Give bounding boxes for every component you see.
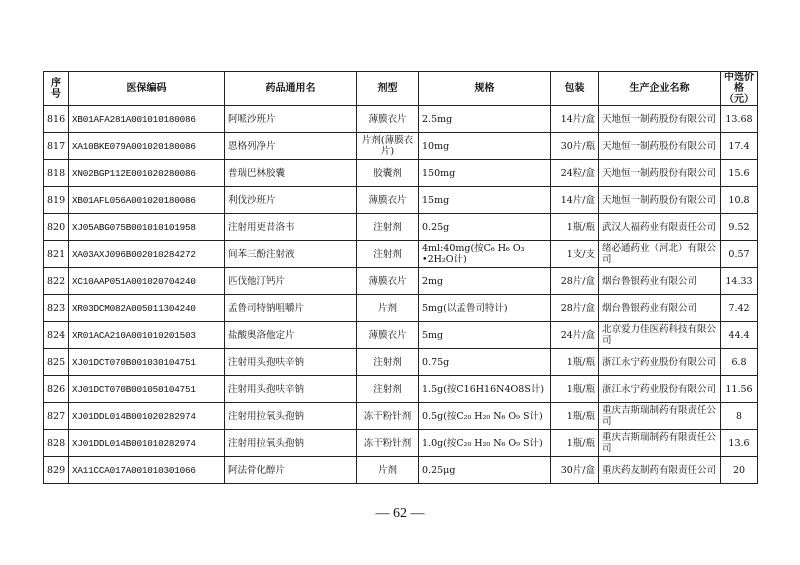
table-row xyxy=(44,106,758,133)
cell-price: 6.8 xyxy=(721,349,758,376)
cell-price: 20 xyxy=(721,457,758,484)
table-row xyxy=(44,268,758,295)
cell-form: 冻干粉针剂 xyxy=(357,430,419,457)
cell-maker: 天地恒一制药股份有限公司 xyxy=(599,187,721,214)
header-code: 医保编码 xyxy=(69,72,225,106)
cell-seq: 827 xyxy=(44,403,69,430)
header-maker: 生产企业名称 xyxy=(599,72,721,106)
cell-maker: 天地恒一制药股份有限公司 xyxy=(599,106,721,133)
cell-seq: 829 xyxy=(44,457,69,484)
cell-form: 注射剂 xyxy=(357,241,419,268)
cell-name: 注射用头孢呋辛钠 xyxy=(225,349,357,376)
cell-code: XN02BGP112E001020280086 xyxy=(69,160,225,187)
cell-price: 44.4 xyxy=(721,322,758,349)
cell-name: 注射用拉氧头孢钠 xyxy=(225,430,357,457)
table-row xyxy=(44,295,758,322)
cell-form: 冻干粉针剂 xyxy=(357,403,419,430)
cell-spec: 2mg xyxy=(419,268,551,295)
cell-maker: 浙江永宁药业股份有限公司 xyxy=(599,376,721,403)
cell-code: XJ01DCT070B001030104751 xyxy=(69,349,225,376)
cell-form: 注射剂 xyxy=(357,349,419,376)
cell-form: 薄膜衣片 xyxy=(357,106,419,133)
cell-maker: 烟台鲁银药业有限公司 xyxy=(599,295,721,322)
header-form: 剂型 xyxy=(357,72,419,106)
header-row xyxy=(44,72,758,106)
cell-spec: 0.25g xyxy=(419,214,551,241)
cell-seq: 816 xyxy=(44,106,69,133)
cell-name: 阿哌沙班片 xyxy=(225,106,357,133)
cell-name: 注射用拉氧头孢钠 xyxy=(225,403,357,430)
cell-form: 注射剂 xyxy=(357,214,419,241)
header-pack: 包装 xyxy=(551,72,599,106)
cell-price: 14.33 xyxy=(721,268,758,295)
header-seq: 序号 xyxy=(44,72,69,106)
cell-maker: 天地恒一制药股份有限公司 xyxy=(599,160,721,187)
cell-form: 薄膜衣片 xyxy=(357,322,419,349)
cell-code: XJ01DDL014B001010282974 xyxy=(69,430,225,457)
cell-form: 胶囊剂 xyxy=(357,160,419,187)
cell-pack: 14片/盒 xyxy=(551,106,599,133)
cell-price: 9.52 xyxy=(721,214,758,241)
table-row xyxy=(44,349,758,376)
cell-name: 间苯三酚注射液 xyxy=(225,241,357,268)
cell-maker: 烟台鲁银药业有限公司 xyxy=(599,268,721,295)
cell-pack: 30片/盒 xyxy=(551,457,599,484)
cell-spec: 150mg xyxy=(419,160,551,187)
cell-spec: 15mg xyxy=(419,187,551,214)
cell-code: XB01AFA281A001010180086 xyxy=(69,106,225,133)
cell-code: XA03AXJ096B002010284272 xyxy=(69,241,225,268)
table-row xyxy=(44,457,758,484)
cell-price: 13.68 xyxy=(721,106,758,133)
cell-maker: 天地恒一制药股份有限公司 xyxy=(599,133,721,160)
cell-form: 片剂(薄膜衣片) xyxy=(357,133,419,160)
cell-seq: 823 xyxy=(44,295,69,322)
cell-name: 普瑞巴林胶囊 xyxy=(225,160,357,187)
cell-pack: 24粒/盒 xyxy=(551,160,599,187)
cell-code: XA10BKE079A001020180086 xyxy=(69,133,225,160)
table-row xyxy=(44,403,758,430)
cell-code: XR01ACA210A001010201503 xyxy=(69,322,225,349)
cell-seq: 825 xyxy=(44,349,69,376)
cell-name: 匹伐他汀钙片 xyxy=(225,268,357,295)
cell-pack: 1支/支 xyxy=(551,241,599,268)
cell-name: 恩格列净片 xyxy=(225,133,357,160)
cell-price: 8 xyxy=(721,403,758,430)
cell-name: 阿法骨化醇片 xyxy=(225,457,357,484)
cell-spec: 1.5g(按C16H16N4O8S计) xyxy=(419,376,551,403)
table-body xyxy=(44,106,758,484)
cell-name: 利伐沙班片 xyxy=(225,187,357,214)
cell-seq: 822 xyxy=(44,268,69,295)
cell-pack: 28片/盒 xyxy=(551,295,599,322)
cell-code: XC10AAP051A001020704240 xyxy=(69,268,225,295)
cell-seq: 828 xyxy=(44,430,69,457)
cell-name: 注射用头孢呋辛钠 xyxy=(225,376,357,403)
cell-spec: 2.5mg xyxy=(419,106,551,133)
table-row xyxy=(44,376,758,403)
cell-price: 13.6 xyxy=(721,430,758,457)
cell-maker: 武汉人福药业有限责任公司 xyxy=(599,214,721,241)
cell-price: 17.4 xyxy=(721,133,758,160)
table-row xyxy=(44,214,758,241)
cell-code: XB01AFL056A001020180086 xyxy=(69,187,225,214)
cell-price: 7.42 xyxy=(721,295,758,322)
cell-pack: 1瓶/瓶 xyxy=(551,214,599,241)
table-row xyxy=(44,187,758,214)
cell-code: XR03DCM082A005011304240 xyxy=(69,295,225,322)
page-number: — 62 — xyxy=(375,506,425,521)
cell-name: 孟鲁司特钠咀嚼片 xyxy=(225,295,357,322)
cell-form: 薄膜衣片 xyxy=(357,268,419,295)
cell-seq: 820 xyxy=(44,214,69,241)
cell-price: 15.6 xyxy=(721,160,758,187)
cell-spec: 0.25μg xyxy=(419,457,551,484)
header-name: 药品通用名 xyxy=(225,72,357,106)
cell-spec: 5mg(以孟鲁司特计) xyxy=(419,295,551,322)
cell-maker: 重庆药友制药有限责任公司 xyxy=(599,457,721,484)
cell-pack: 24片/盒 xyxy=(551,322,599,349)
cell-maker: 重庆吉斯瑞制药有限责任公司 xyxy=(599,403,721,430)
table-row xyxy=(44,241,758,268)
cell-maker: 北京爱力佳医药科技有限公司 xyxy=(599,322,721,349)
cell-price: 11.56 xyxy=(721,376,758,403)
cell-spec: 4ml:40mg(按C₆ H₆ O₃ •2H₂O计) xyxy=(419,241,551,268)
cell-spec: 5mg xyxy=(419,322,551,349)
cell-pack: 28片/盒 xyxy=(551,268,599,295)
cell-code: XA11CCA017A001010301066 xyxy=(69,457,225,484)
cell-code: XJ01DDL014B001020282974 xyxy=(69,403,225,430)
cell-code: XJ05ABG075B001010101958 xyxy=(69,214,225,241)
cell-form: 片剂 xyxy=(357,295,419,322)
table-row xyxy=(44,133,758,160)
cell-pack: 14片/盒 xyxy=(551,187,599,214)
cell-price: 0.57 xyxy=(721,241,758,268)
cell-seq: 826 xyxy=(44,376,69,403)
cell-pack: 1瓶/瓶 xyxy=(551,376,599,403)
cell-spec: 0.75g xyxy=(419,349,551,376)
table-row xyxy=(44,430,758,457)
cell-spec: 0.5g(按C₂₀ H₂₀ N₆ O₉ S计) xyxy=(419,403,551,430)
header-price: 中选价格（元） xyxy=(721,72,758,106)
cell-name: 注射用更昔洛韦 xyxy=(225,214,357,241)
cell-maker: 重庆吉斯瑞制药有限责任公司 xyxy=(599,430,721,457)
cell-seq: 821 xyxy=(44,241,69,268)
cell-maker: 浙江永宁药业股份有限公司 xyxy=(599,349,721,376)
cell-price: 10.8 xyxy=(721,187,758,214)
table-row xyxy=(44,160,758,187)
cell-code: XJ01DCT070B001050104751 xyxy=(69,376,225,403)
drug-price-table xyxy=(43,71,758,484)
cell-pack: 1瓶/瓶 xyxy=(551,403,599,430)
cell-spec: 1.0g(按C₂₀ H₂₀ N₆ O₉ S计) xyxy=(419,430,551,457)
cell-seq: 819 xyxy=(44,187,69,214)
cell-seq: 818 xyxy=(44,160,69,187)
cell-maker: 绪必通药业（河北）有限公司 xyxy=(599,241,721,268)
cell-seq: 817 xyxy=(44,133,69,160)
cell-name: 盐酸奥洛他定片 xyxy=(225,322,357,349)
cell-pack: 1瓶/瓶 xyxy=(551,349,599,376)
cell-spec: 10mg xyxy=(419,133,551,160)
cell-form: 片剂 xyxy=(357,457,419,484)
cell-form: 注射剂 xyxy=(357,376,419,403)
header-spec: 规格 xyxy=(419,72,551,106)
cell-seq: 824 xyxy=(44,322,69,349)
cell-pack: 30片/瓶 xyxy=(551,133,599,160)
cell-pack: 1瓶/瓶 xyxy=(551,430,599,457)
table-row xyxy=(44,322,758,349)
cell-form: 薄膜衣片 xyxy=(357,187,419,214)
